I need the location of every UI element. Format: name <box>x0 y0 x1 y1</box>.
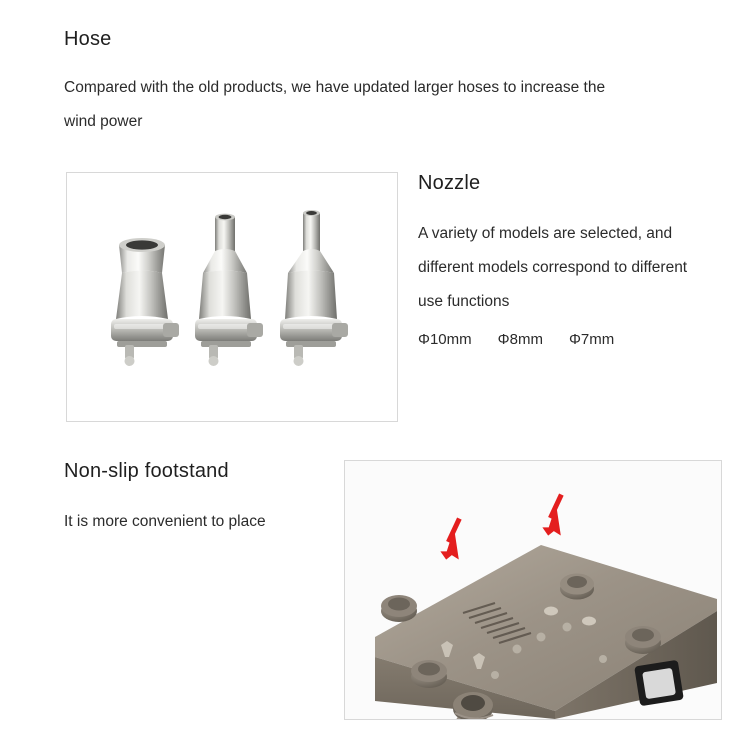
footstand-section-title: Non-slip footstand <box>64 460 229 482</box>
footstand-photo-frame <box>344 460 722 720</box>
footstand-section-body: It is more convenient to place <box>64 513 266 530</box>
nozzle-size-list <box>418 325 718 355</box>
nozzle-section-body: A variety of models are selected, and different models correspond to different use functions <box>418 225 688 310</box>
footstand-section <box>64 460 344 539</box>
power-switch <box>634 660 684 706</box>
hot-air-station-illustration <box>345 461 721 719</box>
nozzle-size-2: Φ8mm <box>497 331 543 348</box>
nozzle-size-1: Φ10mm <box>418 331 472 348</box>
control-knob-front-left <box>411 660 447 688</box>
control-knob-rear-left <box>381 595 417 622</box>
hose-section-body: Compared with the old products, we have updated larger hoses to increase the wind power <box>64 79 606 130</box>
hose-section-title: Hose <box>64 28 112 50</box>
nozzle-size-3: Φ7mm <box>568 331 615 348</box>
control-knob-front-right <box>625 626 661 654</box>
nozzle-section-title: Nozzle <box>418 172 481 194</box>
nozzle-photo-frame <box>66 172 398 422</box>
control-knob-rear-right <box>560 574 594 600</box>
hose-section <box>64 28 664 139</box>
three-metal-nozzles-illustration <box>67 173 397 421</box>
nozzle-section <box>418 172 718 355</box>
